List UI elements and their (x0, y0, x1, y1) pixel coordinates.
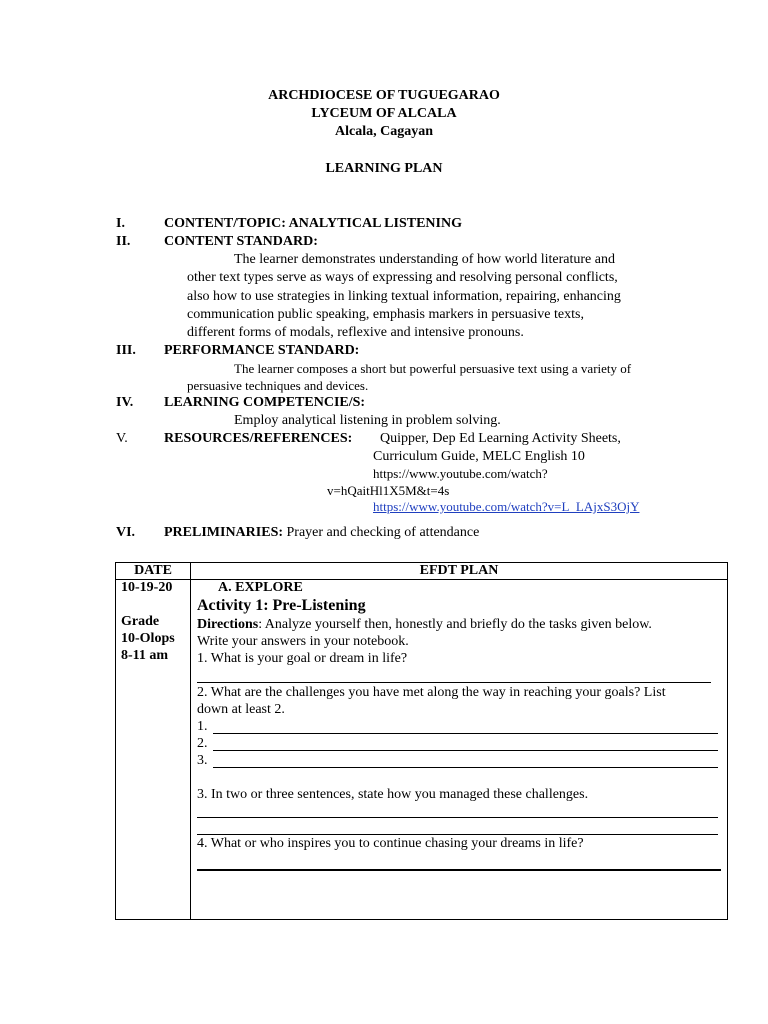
answer-line (197, 834, 718, 835)
efdt-plan-table (115, 562, 728, 920)
section-3-heading: PERFORMANCE STANDARD: (164, 343, 360, 358)
section-6-heading: PRELIMINARIES: (164, 525, 284, 540)
section-4-number: IV. (116, 395, 134, 410)
answer-line (213, 767, 718, 768)
table-header-divider (116, 579, 727, 580)
directions-text: : Analyze yourself then, honestly and briefly do the tasks given below. (258, 617, 652, 632)
lesson-date: 10-19-20 (121, 580, 173, 595)
grade-label: Grade (121, 614, 160, 629)
answer-line (213, 733, 718, 734)
content-standard-line: other text types serve as ways of expressing and resolving personal conflicts, (187, 270, 618, 285)
resource-url-1[interactable]: https://www.youtube.com/watch? (373, 466, 548, 481)
question-1: 1. What is your goal or dream in life? (197, 651, 408, 666)
table-header-efdt-plan: EFDT PLAN (419, 563, 499, 578)
answer-line (197, 817, 718, 818)
content-standard-line: also how to use strategies in linking textual information, repairing, enhancing (187, 289, 621, 304)
answer-item-number: 3. (197, 753, 208, 768)
section-3-number: III. (116, 343, 136, 358)
answer-item-number: 1. (197, 719, 208, 734)
performance-standard-line: The learner composes a short but powerful persuasive text using a variety of (234, 361, 632, 376)
document-title: LEARNING PLAN (325, 161, 443, 176)
section-1-number: I. (116, 216, 125, 231)
answer-line (197, 682, 711, 683)
question-3: 3. In two or three sentences, state how you managed these challenges. (197, 787, 589, 802)
performance-standard-line: persuasive techniques and devices. (187, 378, 369, 393)
answer-item-number: 2. (197, 736, 208, 751)
resources-text: Curriculum Guide, MELC English 10 (373, 449, 585, 464)
directions-text-line-2: Write your answers in your notebook. (197, 634, 409, 649)
class-time: 8-11 am (121, 648, 169, 663)
question-2-continued: down at least 2. (197, 702, 285, 717)
section-4-heading: LEARNING COMPETENCIE/S: (164, 395, 366, 410)
school-archdiocese: ARCHDIOCESE OF TUGUEGARAO (268, 88, 500, 103)
question-2: 2. What are the challenges you have met along the way in reaching your goals? List (197, 685, 666, 700)
section-5-number: V. (116, 431, 128, 446)
section-2-number: II. (116, 234, 131, 249)
directions-row (197, 617, 652, 633)
resource-url-1-continued[interactable]: v=hQaitHl1X5M&t=4s (327, 483, 450, 498)
content-standard-line: The learner demonstrates understanding of how world literature and (234, 252, 615, 267)
section-6-number: VI. (116, 525, 136, 540)
school-name: LYCEUM OF ALCALA (311, 106, 457, 121)
table-column-divider (190, 563, 191, 919)
explore-heading: A. EXPLORE (218, 580, 303, 595)
section-6-row (164, 525, 479, 541)
answer-line (213, 750, 718, 751)
section-5-heading: RESOURCES/REFERENCES: (164, 431, 353, 446)
school-location: Alcala, Cagayan (335, 124, 433, 139)
directions-label: Directions (197, 617, 259, 632)
activity-title: Activity 1: Pre-Listening (197, 597, 366, 614)
resources-text: Quipper, Dep Ed Learning Activity Sheets, (380, 431, 621, 446)
question-4: 4. What or who inspires you to continue chasing your dreams in life? (197, 836, 584, 851)
class-section: 10-Olops (121, 631, 175, 646)
answer-line (197, 869, 721, 871)
content-standard-line: different forms of modals, reflexive and intensive pronouns. (187, 325, 524, 340)
resource-url-2-link[interactable]: https://www.youtube.com/watch?v=L_LAjxS3OjY (373, 499, 640, 514)
preliminaries-text: Prayer and checking of attendance (286, 525, 480, 540)
learning-competency-text: Employ analytical listening in problem solving. (234, 413, 501, 428)
content-standard-line: communication public speaking, emphasis markers in persuasive texts, (187, 307, 584, 322)
section-2-heading: CONTENT STANDARD: (164, 234, 318, 249)
table-header-date: DATE (134, 563, 172, 578)
section-1-heading: CONTENT/TOPIC: ANALYTICAL LISTENING (164, 216, 462, 231)
